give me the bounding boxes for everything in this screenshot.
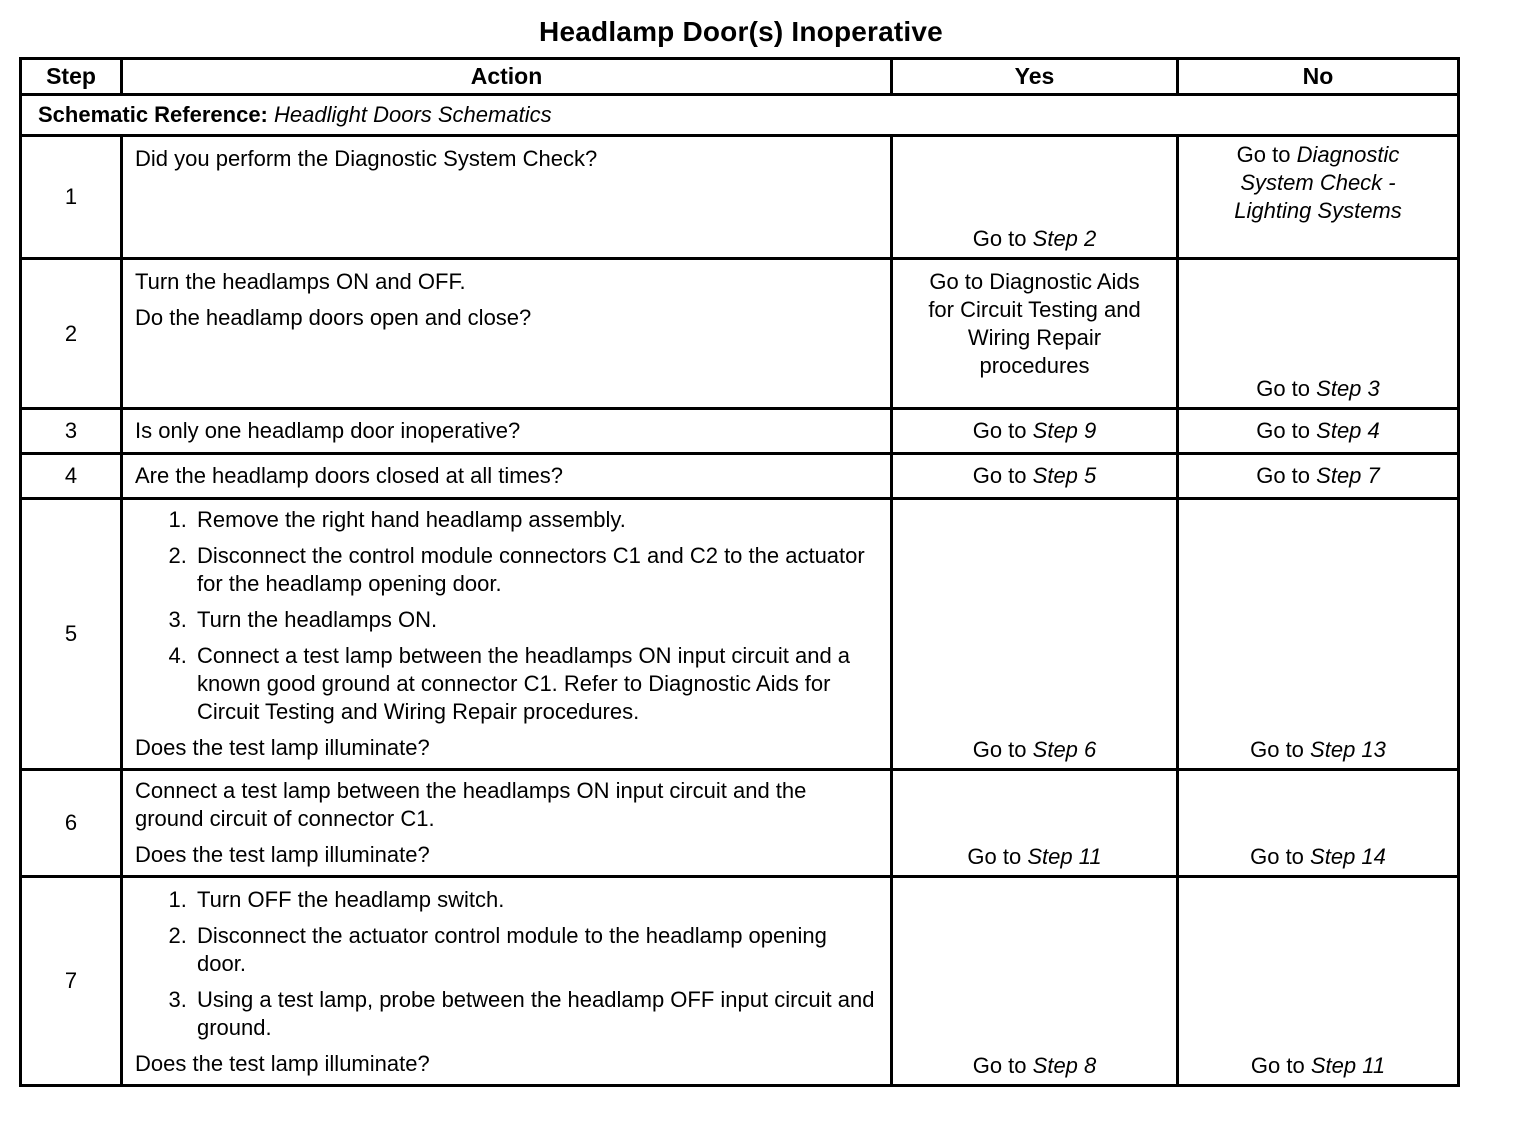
yes-target: Step 11 xyxy=(1027,844,1102,869)
yes-goto xyxy=(893,1053,1176,1079)
substep: 2. Disconnect the actuator control module to the headlamp opening door. xyxy=(193,922,880,978)
goto-prefix: Go to xyxy=(1250,1053,1305,1078)
schematic-reference-value: Headlight Doors Schematics xyxy=(274,102,552,127)
action-text: Is only one headlamp door inoperative? xyxy=(135,418,521,443)
no-goto xyxy=(1179,737,1457,763)
action-text: Connect a test lamp between the headlamps ON input circuit and the ground circuit of connector C1. xyxy=(135,778,807,831)
step-number: 4 xyxy=(21,454,122,499)
schematic-reference xyxy=(21,95,1459,136)
step-number: 1 xyxy=(21,136,122,259)
no-goto xyxy=(1179,376,1457,402)
goto-prefix: Go to xyxy=(972,737,1027,762)
action-text: Are the headlamp doors closed at all times? xyxy=(135,463,564,488)
yes-target: Step 6 xyxy=(1032,737,1097,762)
no-target: Step 3 xyxy=(1316,376,1380,401)
action-cell xyxy=(122,136,892,259)
substep-list xyxy=(135,506,880,726)
yes-cell xyxy=(892,259,1178,409)
yes-goto xyxy=(893,737,1176,763)
no-target: Step 14 xyxy=(1310,844,1386,869)
yes-target: Step 5 xyxy=(1032,463,1097,488)
action-cell xyxy=(122,409,892,454)
no-target: Step 7 xyxy=(1316,463,1380,488)
goto-prefix: Go to xyxy=(1236,142,1291,167)
yes-cell xyxy=(892,136,1178,259)
action-text: Turn the headlamps ON and OFF. xyxy=(135,269,466,294)
yes-goto xyxy=(893,226,1176,252)
action-text: Did you perform the Diagnostic System Check? xyxy=(135,146,598,171)
step-number: 5 xyxy=(21,499,122,770)
no-cell xyxy=(1178,136,1459,259)
no-target: Step 4 xyxy=(1316,418,1380,443)
action-cell xyxy=(122,259,892,409)
schematic-reference-row xyxy=(21,95,1459,136)
header-yes: Yes xyxy=(892,59,1178,95)
yes-target: Step 2 xyxy=(1032,226,1097,251)
no-target: Step 11 xyxy=(1310,1053,1386,1078)
yes-goto: Go to Diagnostic Aids for Circuit Testing and Wiring Repair procedures xyxy=(928,269,1141,378)
no-cell xyxy=(1178,499,1459,770)
table-row xyxy=(21,770,1459,877)
substep: 3. Using a test lamp, probe between the headlamp OFF input circuit and ground. xyxy=(193,986,880,1042)
substep: 4. Connect a test lamp between the headlamps ON input circuit and a known good ground at connector C1. Refer to Diagnostic Aids for Circuit Testing and Wiring Repair procedures. xyxy=(193,642,880,726)
yes-target: Step 9 xyxy=(1032,418,1097,443)
yes-cell xyxy=(892,770,1178,877)
action-question: Does the test lamp illuminate? xyxy=(135,842,430,867)
yes-cell xyxy=(892,409,1178,454)
yes-cell xyxy=(892,877,1178,1086)
page-title: Headlamp Door(s) Inoperative xyxy=(539,16,943,47)
goto-prefix: Go to xyxy=(1250,844,1304,869)
no-cell xyxy=(1178,259,1459,409)
table-row xyxy=(21,136,1459,259)
header-no: No xyxy=(1178,59,1459,95)
action-cell xyxy=(122,499,892,770)
step-number: 2 xyxy=(21,259,122,409)
no-goto xyxy=(1179,137,1457,225)
no-cell xyxy=(1178,409,1459,454)
yes-target: Step 8 xyxy=(1032,1053,1097,1078)
action-cell xyxy=(122,770,892,877)
action-cell xyxy=(122,454,892,499)
goto-prefix: Go to xyxy=(972,463,1027,488)
substep: 1. Remove the right hand headlamp assembly. xyxy=(193,506,880,534)
substep-list xyxy=(135,886,880,1042)
table-row xyxy=(21,409,1459,454)
yes-goto xyxy=(893,844,1176,870)
diagnostic-table xyxy=(19,57,1460,1087)
goto-prefix: Go to xyxy=(967,844,1022,869)
table-row xyxy=(21,454,1459,499)
table-header-row xyxy=(21,59,1459,95)
header-step: Step xyxy=(21,59,122,95)
substep: 3. Turn the headlamps ON. xyxy=(193,606,880,634)
no-target: Step 13 xyxy=(1310,737,1386,762)
substep: 2. Disconnect the control module connectors C1 and C2 to the actuator for the headlamp opening door. xyxy=(193,542,880,598)
schematic-reference-label: Schematic Reference: xyxy=(38,102,268,127)
action-cell xyxy=(122,877,892,1086)
no-target: Diagnostic System Check - Lighting Systems xyxy=(1234,142,1402,223)
action-question: Does the test lamp illuminate? xyxy=(135,1051,430,1076)
yes-cell xyxy=(892,454,1178,499)
no-goto xyxy=(1179,1053,1457,1079)
step-number: 3 xyxy=(21,409,122,454)
table-row xyxy=(21,877,1459,1086)
goto-prefix: Go to xyxy=(972,418,1027,443)
goto-prefix: Go to xyxy=(1256,418,1311,443)
goto-prefix: Go to xyxy=(1256,376,1311,401)
action-question: Do the headlamp doors open and close? xyxy=(135,305,532,330)
goto-prefix: Go to xyxy=(972,226,1027,251)
goto-prefix: Go to xyxy=(972,1053,1027,1078)
goto-prefix: Go to xyxy=(1250,737,1304,762)
action-question: Does the test lamp illuminate? xyxy=(135,735,430,760)
substep: 1. Turn OFF the headlamp switch. xyxy=(193,886,880,914)
yes-cell xyxy=(892,499,1178,770)
table-row xyxy=(21,499,1459,770)
no-cell xyxy=(1178,770,1459,877)
header-action: Action xyxy=(122,59,892,95)
no-cell xyxy=(1178,877,1459,1086)
no-goto xyxy=(1179,844,1457,870)
step-number: 6 xyxy=(21,770,122,877)
step-number: 7 xyxy=(21,877,122,1086)
no-cell xyxy=(1178,454,1459,499)
table-row xyxy=(21,259,1459,409)
goto-prefix: Go to xyxy=(1256,463,1311,488)
